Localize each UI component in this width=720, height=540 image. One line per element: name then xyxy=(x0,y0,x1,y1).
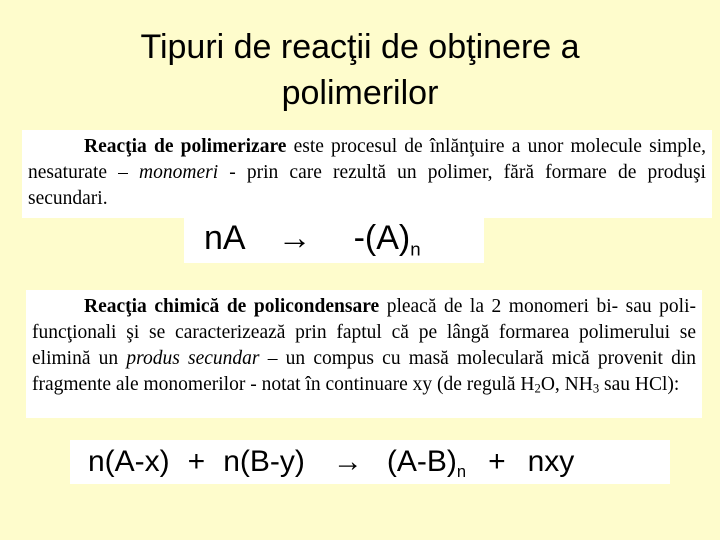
polycondensation-text-1: pleacă de la 2 monomeri bi- sau poli-funcţionali şi se caracterizează prin faptul că pe lângă formarea polimerului se elimină un xyxy=(32,296,696,369)
polycondensation-equation xyxy=(70,440,670,484)
eq2-plus-1: + xyxy=(187,445,206,478)
water-subscript: 2 xyxy=(534,381,541,396)
title-line-1: Tipuri de reacţii de obţinere a xyxy=(140,28,580,66)
polycondensation-text-4: sau HCl): xyxy=(599,374,680,395)
eq2-product: (A-B) xyxy=(386,445,457,478)
eq1-product: -(A) xyxy=(353,219,411,257)
eq2-arrow: → xyxy=(332,445,363,478)
polycondensation-paragraph xyxy=(32,294,696,402)
polycondensation-term: Reacţia chimică de policondensare xyxy=(84,296,380,317)
monomers-term: monomeri xyxy=(139,162,219,183)
polymerization-term: Reacţia de polimerizare xyxy=(84,136,287,157)
polymerization-text-1: este procesul de înlănţuire a unor molecule simple, nesaturate – xyxy=(28,136,706,183)
ammonia-subscript: 3 xyxy=(592,381,600,396)
eq2-plus-2: + xyxy=(488,445,506,478)
polycondensation-text-2: – un compus cu masă moleculară mică provenit din fragmente ale monomerilor - notat în continuare xy (de regulă H xyxy=(32,348,696,395)
polymerization-equation xyxy=(184,215,484,263)
polycondensation-definition xyxy=(26,290,702,418)
eq2-term-3: nxy xyxy=(527,445,575,478)
eq1-arrow: → xyxy=(277,219,312,257)
eq1-subscript: n xyxy=(410,238,421,260)
polycondensation-text-3: O, NH xyxy=(540,374,593,395)
polymerization-text-2: - prin care rezultă un polimer, fără formare de produşi secundari. xyxy=(28,162,706,209)
eq2-term-2: n(B-y) xyxy=(223,445,305,478)
byproduct-term: produs secundar xyxy=(126,348,260,369)
title-line-2: polimerilor xyxy=(281,74,439,112)
eq1-reactant: nA xyxy=(204,219,246,257)
eq2-subscript: n xyxy=(456,462,467,481)
slide-title xyxy=(60,24,660,116)
polymerization-paragraph xyxy=(28,134,706,212)
eq2-term-1: n(A-x) xyxy=(88,445,170,478)
polymerization-definition xyxy=(22,130,712,218)
